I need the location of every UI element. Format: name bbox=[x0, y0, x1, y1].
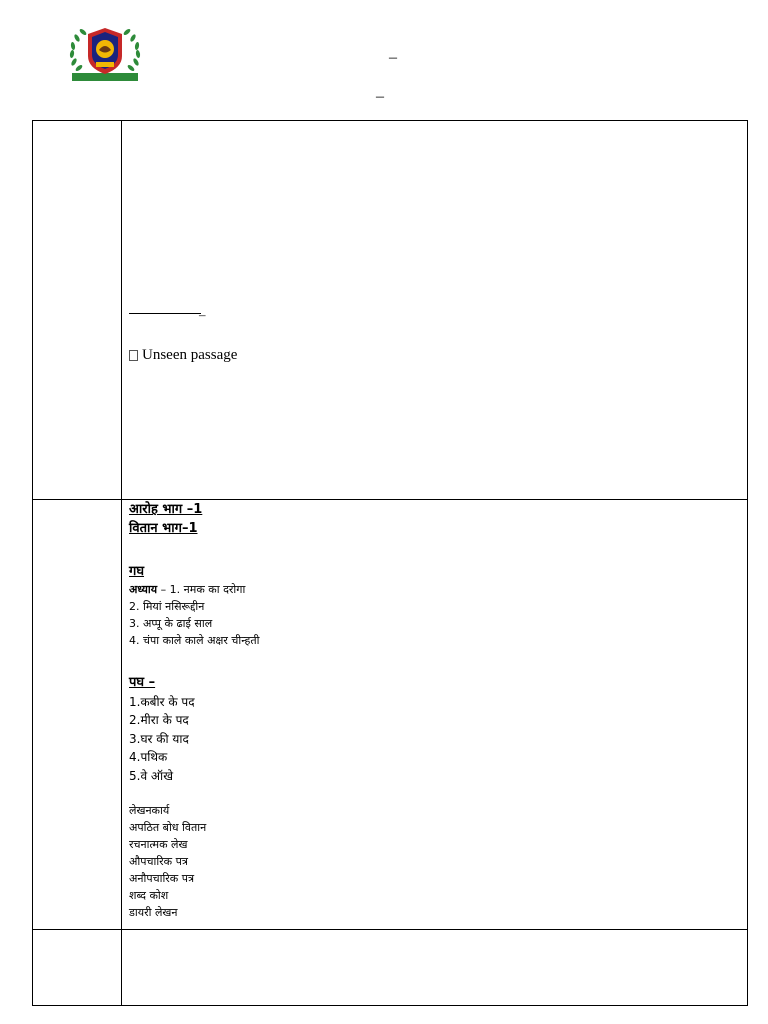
chapter-first: – 1. नमक का दरोगा bbox=[160, 583, 246, 596]
unseen-passage-item bbox=[129, 347, 237, 364]
prose-heading: गघ bbox=[129, 564, 145, 579]
school-logo bbox=[66, 22, 144, 84]
list-item: रचनात्मक लेख bbox=[129, 838, 188, 851]
list-item: 5.वे ऑखे bbox=[129, 768, 174, 783]
table-row-divider bbox=[33, 499, 747, 500]
chapter-line bbox=[129, 581, 245, 598]
list-item: शब्द कोश bbox=[129, 889, 169, 902]
list-item: डायरी लेखन bbox=[129, 906, 178, 919]
list-item: 4. चंपा काले काले अक्षर चीन्हती bbox=[129, 634, 260, 647]
list-item: 4.पथिक bbox=[129, 750, 168, 765]
list-item: 2.मीरा के पद bbox=[129, 713, 189, 728]
prose-list bbox=[129, 598, 259, 649]
poetry-list bbox=[129, 693, 195, 785]
chapter-label: अध्याय bbox=[129, 583, 158, 596]
list-item: 3.घर की याद bbox=[129, 731, 189, 746]
list-item: 2. मियां नसिरूद्दीन bbox=[129, 600, 205, 613]
poetry-heading: पघ – bbox=[129, 675, 156, 690]
header-dash-secondary: – bbox=[376, 88, 384, 105]
list-item: लेखनकार्य bbox=[129, 804, 170, 817]
writing-list bbox=[129, 802, 206, 921]
table-row-divider bbox=[33, 929, 747, 930]
list-item: अनौपचारिक पत्र bbox=[129, 872, 195, 885]
blank-underline bbox=[129, 313, 201, 314]
list-item: अपठित बोध वितान bbox=[129, 821, 207, 834]
list-item: 3. अप्पू के ढाई साल bbox=[129, 617, 213, 630]
book-title-vitan: वितान भाग–1 bbox=[129, 521, 198, 536]
table-column-divider bbox=[121, 121, 122, 1005]
list-item: 1.कबीर के पद bbox=[129, 695, 195, 709]
header-dash: – bbox=[389, 49, 397, 66]
syllabus-table bbox=[32, 120, 748, 1006]
blank-dash: – bbox=[199, 307, 206, 322]
checkbox-glyph-icon bbox=[129, 350, 138, 361]
list-item: औपचारिक पत्र bbox=[129, 855, 188, 868]
book-title-aaroh: आरोह भाग –1 bbox=[129, 502, 203, 517]
unseen-passage-label: Unseen passage bbox=[142, 347, 238, 363]
